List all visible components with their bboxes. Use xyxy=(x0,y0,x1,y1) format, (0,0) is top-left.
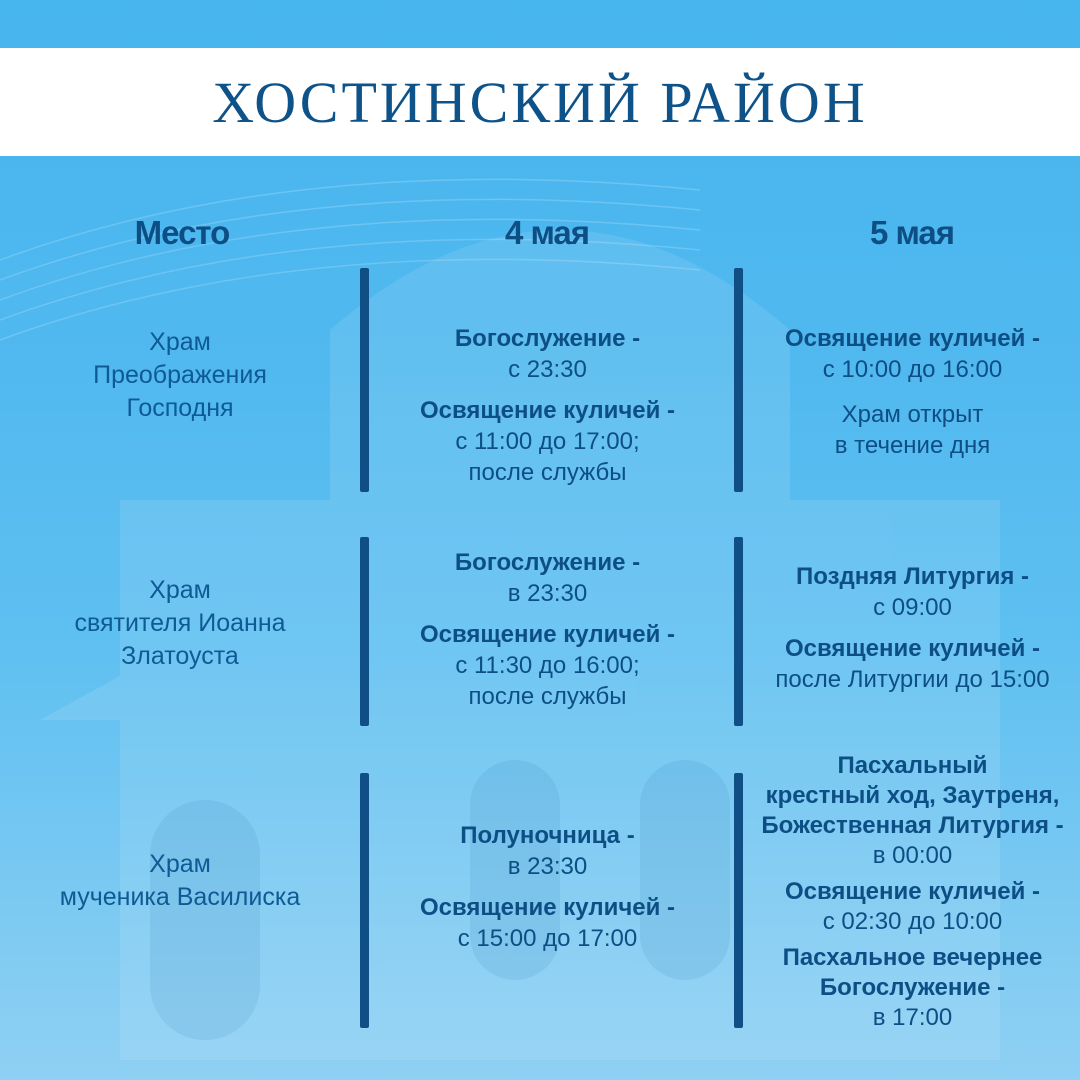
event-time: в 17:00 xyxy=(872,1004,953,1031)
event-time: с 15:00 до 17:00 xyxy=(457,925,638,952)
event xyxy=(750,561,1075,623)
event-title: Богослужение - xyxy=(454,549,641,576)
schedule-cell xyxy=(750,323,1075,461)
event xyxy=(380,395,715,488)
event-time: с 10:00 до 16:00 xyxy=(822,356,1003,383)
event xyxy=(750,399,1075,461)
event-title: Освящение куличей - xyxy=(419,621,676,648)
event xyxy=(750,943,1075,1033)
event-title: Освящение куличей - xyxy=(419,397,676,424)
event-time: с 11:00 до 17:00; после службы xyxy=(455,428,640,486)
divider xyxy=(360,537,369,726)
schedule-cell xyxy=(380,323,715,488)
event xyxy=(750,633,1075,695)
event-title: Пасхальный крестный ход, Заутреня, Божественная Литургия - xyxy=(761,752,1064,839)
title-banner xyxy=(0,48,1080,156)
header-day1: 4 мая xyxy=(504,214,590,251)
schedule-cell xyxy=(750,751,1075,1039)
divider xyxy=(734,773,743,1028)
event xyxy=(380,892,715,954)
place-name: Храм мученика Василиска xyxy=(59,850,301,911)
event-title: Освящение куличей - xyxy=(419,894,676,921)
event-time: с 11:30 до 16:00; после службы xyxy=(455,652,640,710)
event-title: Освящение куличей - xyxy=(784,878,1041,905)
divider xyxy=(360,773,369,1028)
event xyxy=(380,547,715,609)
event xyxy=(750,751,1075,871)
header-day2: 5 мая xyxy=(869,214,955,251)
schedule-cell xyxy=(750,561,1075,695)
page-title: ХОСТИНСКИЙ РАЙОН xyxy=(212,69,868,135)
event xyxy=(380,323,715,385)
place-name: Храм Преображения Господня xyxy=(93,328,267,422)
divider xyxy=(734,268,743,492)
event-time: после Литургии до 15:00 xyxy=(775,666,1050,693)
event-time: с 23:30 xyxy=(508,356,587,383)
event-title: Освящение куличей - xyxy=(784,635,1041,662)
event-time: в 23:30 xyxy=(507,853,588,880)
schedule-cell xyxy=(380,547,715,712)
event-time: в 23:30 xyxy=(507,580,588,607)
event-title: Поздняя Литургия - xyxy=(796,563,1029,590)
place-cell xyxy=(30,574,330,673)
event-title: Полуночница - xyxy=(460,822,635,849)
event xyxy=(380,619,715,712)
event-title: Богослужение - xyxy=(454,325,641,352)
divider xyxy=(360,268,369,492)
event-note: Храм открыт в течение дня xyxy=(834,401,991,459)
event xyxy=(380,820,715,882)
event-time: с 02:30 до 10:00 xyxy=(822,908,1003,935)
event-title: Пасхальное вечернее Богослужение - xyxy=(782,944,1043,1001)
header-place: Место xyxy=(134,214,230,251)
schedule-cell xyxy=(380,820,715,954)
event-time: с 09:00 xyxy=(873,594,952,621)
place-cell xyxy=(30,848,330,914)
place-cell xyxy=(30,326,330,425)
event-title: Освящение куличей - xyxy=(784,325,1041,352)
event xyxy=(750,877,1075,937)
divider xyxy=(734,537,743,726)
event xyxy=(750,323,1075,385)
event-time: в 00:00 xyxy=(872,842,953,869)
place-name: Храм святителя Иоанна Златоуста xyxy=(74,576,286,670)
